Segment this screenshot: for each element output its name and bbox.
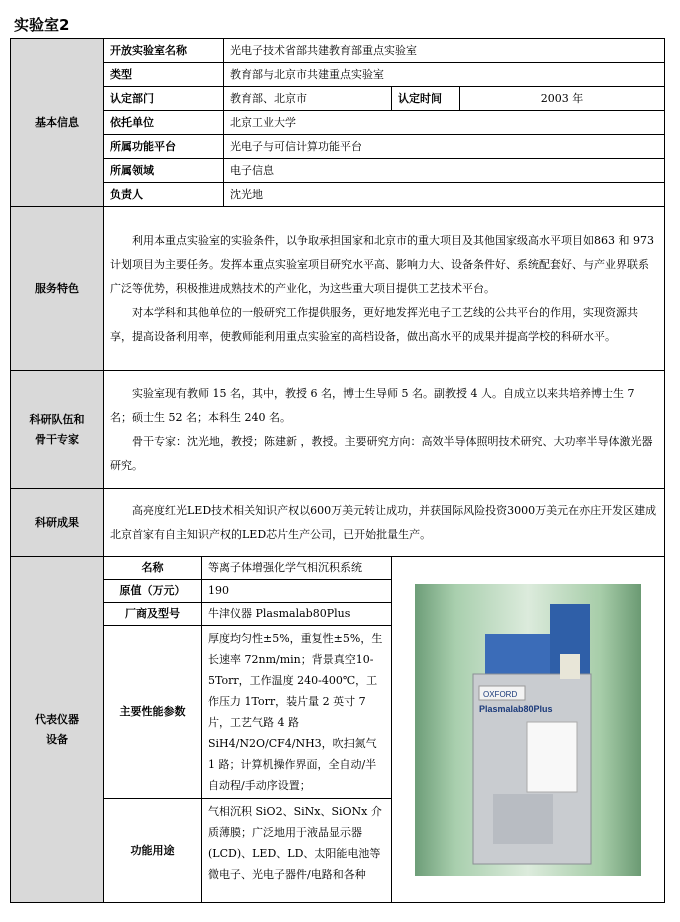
price-value: 190: [202, 580, 392, 603]
instrument-section-label: [11, 557, 104, 903]
lab-name-value: 光电子技术省部共建教育部重点实验室: [224, 39, 665, 63]
platform-label: 所属功能平台: [104, 135, 224, 159]
host-unit-label: 依托单位: [104, 111, 224, 135]
cert-time-value: 2003 年: [460, 87, 665, 111]
service-paragraph-1: 利用本重点实验室的实验条件，以争取承担国家和北京市的重大项目及其他国家级高水平项目如863 和 973 计划项目为主要任务。发挥本重点实验室项目研究水平高、影响力大、设备条件好、系统配套好、与产业界联系广泛等优势，积极推进成熟技术的产业化，为这些重大项目提供工艺技术平台。: [110, 233, 654, 295]
instrument-photo: [415, 584, 641, 876]
basic-section-label: 基本信息: [11, 39, 104, 207]
type-label: 类型: [104, 63, 224, 87]
brand-logo-text: OXFORD: [483, 689, 518, 699]
price-label: 原值（万元）: [104, 580, 202, 603]
spec-label: 主要性能参数: [104, 626, 202, 799]
type-value: 教育部与北京市共建重点实验室: [224, 63, 665, 87]
leader-value: 沈光地: [224, 183, 665, 207]
field-value: 电子信息: [224, 159, 665, 183]
sections-table: [10, 206, 665, 557]
team-paragraph-2: 骨干专家：沈光地，教授；陈建新 ，教授。主要研究方向：高效半导体照明技术研究、大功率半导体激光器研究。: [110, 434, 653, 472]
function-label: 功能用途: [104, 799, 202, 903]
cert-time-label: 认定时间: [392, 87, 460, 111]
team-label-line2: 骨干专家: [35, 432, 79, 446]
function-value: 气相沉积 SiO2、SiNx、SiONx 介质薄膜；广泛地用于液晶显示器(LCD)、LED、LD、太阳能电池等微电子、光电子器件/电路和各种: [202, 799, 392, 903]
leader-label: 负责人: [104, 183, 224, 207]
page-title: 实验室2: [14, 16, 70, 34]
team-label-line1: 科研队伍和: [29, 412, 85, 426]
instrument-name-label: 名称: [104, 557, 202, 580]
maker-value: 牛津仪器 Plasmalab80Plus: [202, 603, 392, 626]
team-label: [11, 371, 104, 489]
field-label: 所属领域: [104, 159, 224, 183]
service-paragraph-2: 对本学科和其他单位的一般研究工作提供服务，更好地发挥光电子工艺线的公共平台的作用，实现资源共享，提高设备利用率，使教师能利用重点实验室的高档设备，做出高水平的成果并提高学校的科研水平。: [110, 305, 638, 343]
maker-label: 厂商及型号: [104, 603, 202, 626]
model-logo-text: Plasmalab80Plus: [479, 703, 553, 714]
instrument-photo-cell: [392, 557, 665, 903]
team-paragraph-1: 实验室现有教师 15 名，其中，教授 6 名，博士生导师 5 名。副教授 4 人。自成立以来共培养博士生 7 名；硕士生 52 名；本科生 240 名。: [110, 386, 635, 424]
results-label: 科研成果: [11, 489, 104, 557]
results-paragraph: 高亮度红光LED技术相关知识产权以600万美元转让成功，并获国际风险投资3000万美元在亦庄开发区建成北京首家有自主知识产权的LED芯片生产公司，已开始批量生产。: [110, 503, 657, 541]
host-unit-value: 北京工业大学: [224, 111, 665, 135]
dept-label: 认定部门: [104, 87, 224, 111]
instrument-label-line2: 设备: [46, 732, 68, 746]
dept-value: 教育部、北京市: [224, 87, 392, 111]
instrument-table: [10, 556, 665, 903]
plasmalab-machine-image: [465, 594, 595, 869]
spec-value: 厚度均匀性±5%，重复性±5%，生长速率 72nm/min；背景真空10-5Torr，工作温度 240-400℃，工作压力 1Torr，装片量 2 英寸 7 片，工艺气路 4 路SiH4/N2O/CF4/NH3，吹扫氮气 1 路；计算机操作界面，全自动/半自动程/手动序设置；: [202, 626, 392, 799]
instrument-label-line1: 代表仪器: [35, 712, 79, 726]
service-label: 服务特色: [11, 207, 104, 371]
lab-name-label: 开放实验室名称: [104, 39, 224, 63]
platform-value: 光电子与可信计算功能平台: [224, 135, 665, 159]
instrument-name-value: 等离子体增强化学气相沉积系统: [202, 557, 392, 580]
basic-info-table: [10, 38, 665, 207]
